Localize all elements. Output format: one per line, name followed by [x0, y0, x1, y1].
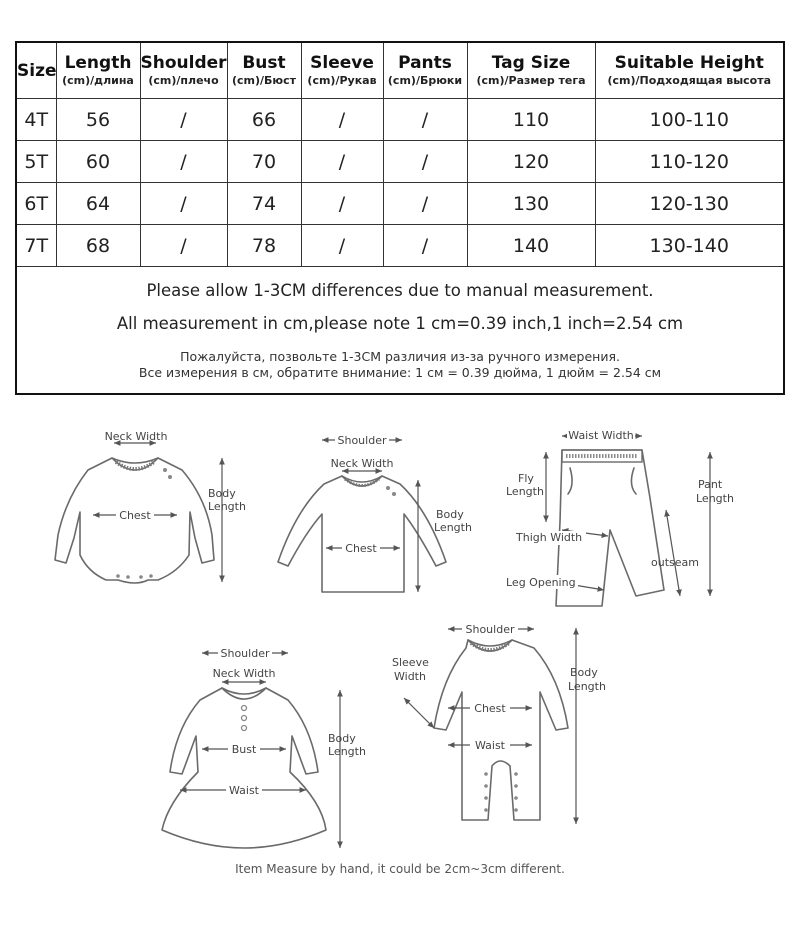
pants-pant-length-label: Length — [696, 492, 734, 505]
dress-waist-label: Waist — [228, 784, 260, 797]
column-header-label: Size — [17, 60, 57, 81]
column-header-label: Sleeve — [310, 53, 374, 73]
table-cell: 120 — [467, 141, 595, 183]
column-header-unit: (cm)/Размер тега — [476, 74, 586, 87]
shirt-neck-label: Neck Width — [330, 457, 394, 470]
table-cell: 68 — [56, 225, 140, 267]
pants-thigh-label: Thigh Width — [516, 531, 583, 544]
bodysuit-chest-label: Chest — [119, 509, 151, 522]
table-cell: / — [383, 225, 467, 267]
table-cell: / — [140, 141, 227, 183]
shirt-body-label: Body — [436, 508, 464, 521]
column-header-unit: (cm)/плечо — [148, 74, 219, 87]
shirt-shoulder-label: Shoulder — [337, 434, 387, 447]
table-cell: 130 — [467, 183, 595, 225]
dress-body-label: Body — [328, 732, 356, 745]
column-header-label: Bust — [242, 53, 286, 73]
table-cell: 140 — [467, 225, 595, 267]
column-header-label: Pants — [398, 53, 452, 73]
note-russian-line-2: Все измерения в см, обратите внимание: 1 см = 0.39 дюйма, 1 дюйм = 2.54 см — [138, 365, 662, 380]
table-cell: 130-140 — [595, 225, 784, 267]
pants-outseam-label: outseam — [651, 556, 699, 569]
dress-neck-label: Neck Width — [212, 667, 276, 680]
romper-diagram — [392, 622, 606, 824]
table-cell: / — [140, 99, 227, 141]
bodysuit-diagram — [55, 430, 246, 583]
table-cell: / — [383, 141, 467, 183]
column-header — [467, 42, 595, 99]
table-cell: / — [140, 183, 227, 225]
table-cell: 5T — [16, 141, 56, 183]
column-header-unit: (cm)/Брюки — [387, 74, 463, 87]
table-cell: 70 — [227, 141, 301, 183]
pants-diagram — [506, 429, 734, 606]
romper-shoulder-label: Shoulder — [465, 623, 515, 636]
romper-sleeve-arrow — [404, 698, 434, 728]
table-cell: / — [301, 99, 383, 141]
column-header — [301, 42, 383, 99]
table-row — [16, 183, 784, 225]
table-row — [16, 225, 784, 267]
table-cell: / — [383, 183, 467, 225]
table-cell: / — [301, 141, 383, 183]
notes-row — [16, 267, 784, 395]
column-header — [227, 42, 301, 99]
column-header-unit: (cm)/длина — [62, 74, 134, 87]
note-manual-measurement: Please allow 1-3CM differences due to manual measurement. — [146, 281, 654, 300]
table-cell: 7T — [16, 225, 56, 267]
note-russian — [17, 349, 783, 381]
romper-body-label: Body — [570, 666, 598, 679]
column-header-unit: (cm)/Подходящая высота — [607, 74, 772, 87]
bodysuit-body-label: Body — [208, 487, 236, 500]
table-row — [16, 141, 784, 183]
column-header — [16, 42, 56, 99]
romper-chest-label: Chest — [474, 702, 506, 715]
romper-width-label: Width — [394, 670, 426, 683]
dress-diagram — [162, 646, 366, 848]
table-cell: 120-130 — [595, 183, 784, 225]
column-header-label: Shoulder — [140, 53, 227, 73]
measurement-diagrams — [0, 410, 800, 860]
pants-waist-label: Waist Width — [568, 429, 634, 442]
column-header-unit: (cm)/Рукав — [307, 74, 377, 87]
table-cell: 60 — [56, 141, 140, 183]
table-cell: 56 — [56, 99, 140, 141]
table-cell: 6T — [16, 183, 56, 225]
pants-leg-label: Leg Opening — [506, 576, 576, 589]
pants-pocket-left — [568, 468, 572, 494]
pants-pant-label: Pant — [698, 478, 723, 491]
shirt-buttons — [386, 486, 396, 496]
romper-length-label: Length — [568, 680, 606, 693]
dress-length-label: Length — [328, 745, 366, 758]
shirt-diagram — [278, 433, 472, 592]
column-header — [56, 42, 140, 99]
shirt-chest-label: Chest — [345, 542, 377, 555]
note-unit-conversion: All measurement in cm,please note 1 cm=0.39 inch,1 inch=2.54 cm — [116, 314, 684, 333]
table-cell: 110 — [467, 99, 595, 141]
romper-sleeve-label: Sleeve — [392, 656, 429, 669]
table-cell: 78 — [227, 225, 301, 267]
size-chart-table — [15, 41, 785, 395]
romper-outline — [434, 640, 568, 820]
pants-fly-label: Fly — [518, 472, 534, 485]
dress-bust-label: Bust — [231, 743, 257, 756]
table-cell: 66 — [227, 99, 301, 141]
note-russian-line-1: Пожалуйста, позвольте 1-3CM различия из-за ручного измерения. — [180, 349, 620, 364]
table-cell: 100-110 — [595, 99, 784, 141]
table-row — [16, 99, 784, 141]
dress-shoulder-label: Shoulder — [220, 647, 270, 660]
table-cell: 74 — [227, 183, 301, 225]
table-cell: / — [140, 225, 227, 267]
shirt-outline — [278, 476, 446, 592]
table-cell: 110-120 — [595, 141, 784, 183]
bodysuit-snaps — [116, 468, 172, 579]
dress-outline — [162, 688, 326, 848]
table-cell: 64 — [56, 183, 140, 225]
table-cell: / — [301, 225, 383, 267]
bodysuit-neck-label: Neck Width — [104, 430, 168, 443]
column-header-label: Tag Size — [491, 53, 571, 73]
column-header — [595, 42, 784, 99]
column-header-unit: (cm)/Бюст — [231, 74, 297, 87]
column-header-label: Suitable Height — [614, 53, 764, 73]
romper-waist-label: Waist — [474, 739, 506, 752]
dress-buttons — [242, 706, 247, 731]
notes-cell — [16, 267, 784, 395]
footer-note: Item Measure by hand, it could be 2cm~3cm different. — [235, 862, 565, 876]
table-cell: / — [383, 99, 467, 141]
table-cell: / — [301, 183, 383, 225]
bodysuit-length-label: Length — [208, 500, 246, 513]
table-cell: 4T — [16, 99, 56, 141]
pants-fly-length-label: Length — [506, 485, 544, 498]
column-header — [140, 42, 227, 99]
pants-outseam-arrow — [666, 510, 680, 596]
shirt-length-label: Length — [434, 521, 472, 534]
column-header — [383, 42, 467, 99]
column-header-label: Length — [64, 53, 132, 73]
header-row — [16, 42, 784, 99]
pants-pocket-right — [631, 468, 636, 494]
